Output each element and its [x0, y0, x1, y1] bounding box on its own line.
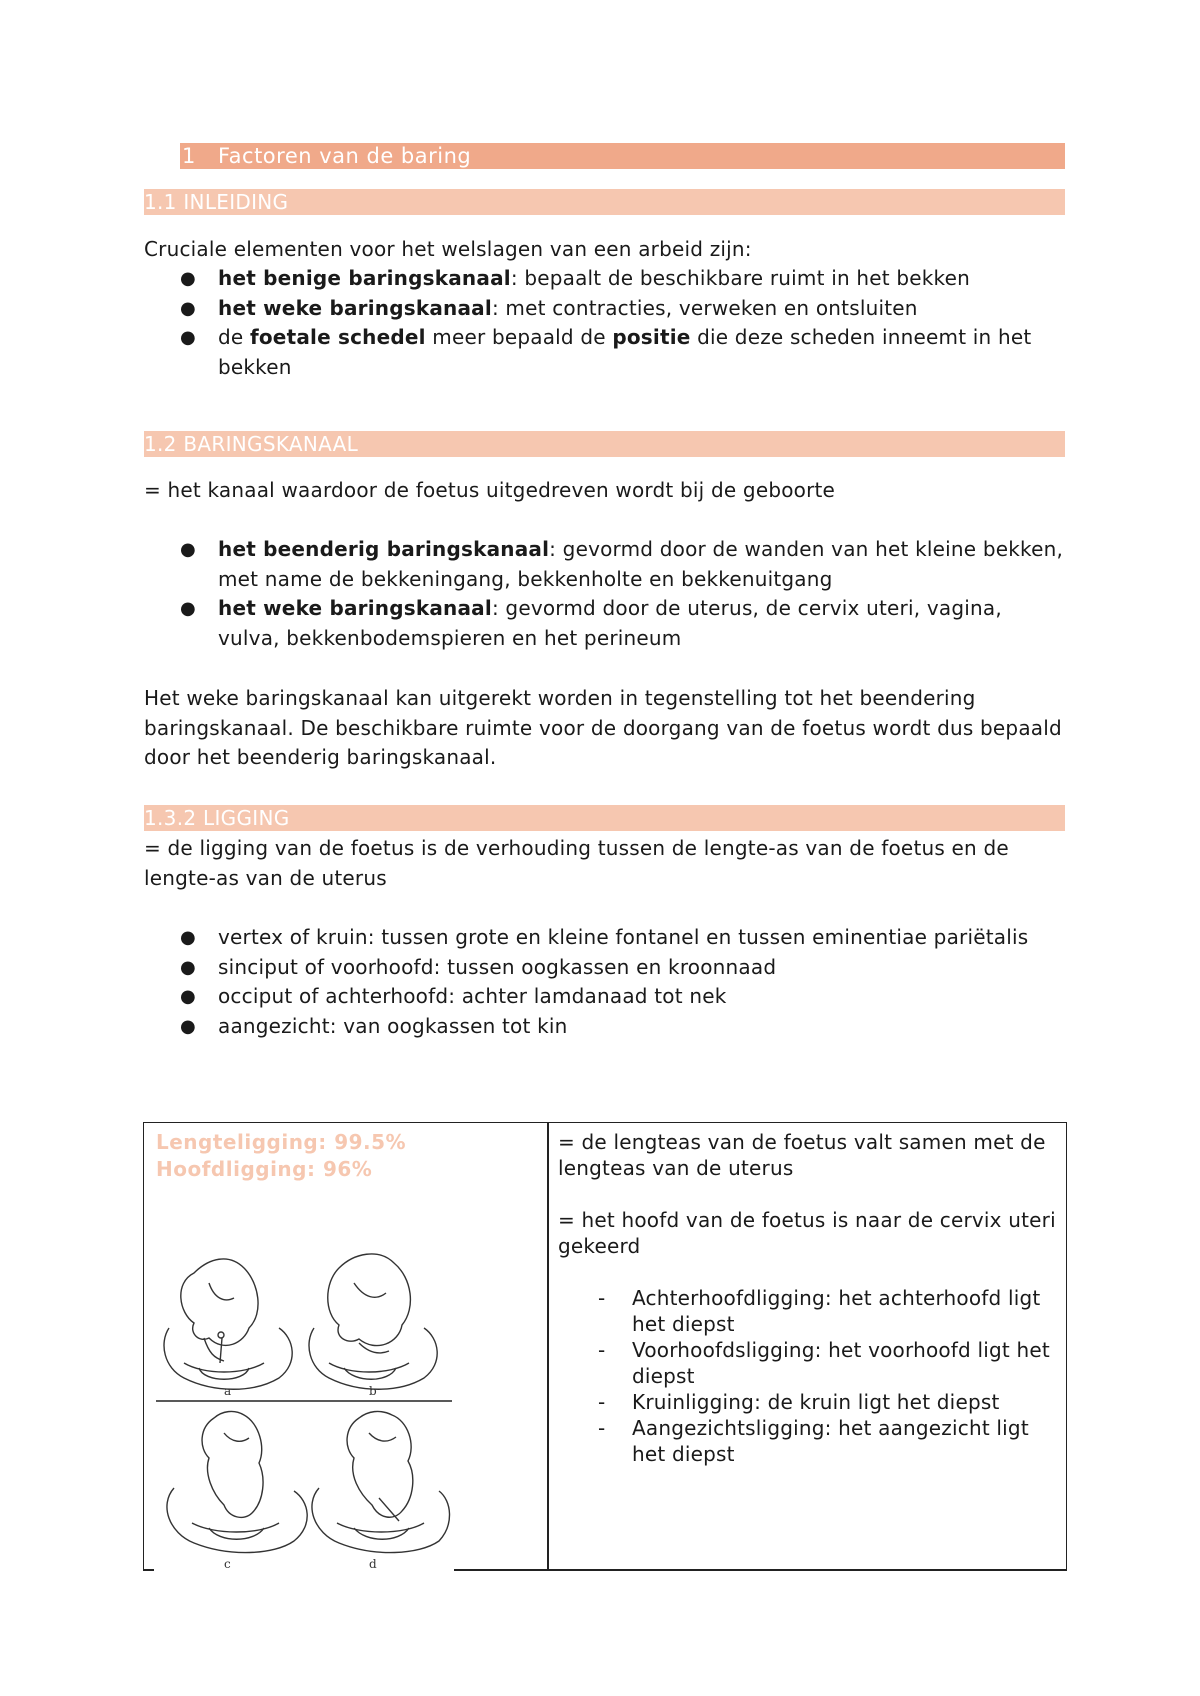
panel-c-drawing — [167, 1411, 307, 1552]
bold-term: het weke baringskanaal — [218, 596, 492, 620]
bold-term: foetale schedel — [249, 325, 426, 349]
lengteas-definition: = de lengteas van de foetus valt samen met de lengteas van de uterus — [558, 1130, 1046, 1180]
list-item — [144, 953, 1064, 983]
ligging-list — [144, 923, 1064, 1041]
ligging-types-list — [558, 1285, 1058, 1467]
list-item — [144, 1012, 1064, 1042]
bold-term: het benige baringskanaal — [218, 266, 511, 290]
list-item — [144, 923, 1064, 953]
chapter-title: Factoren van de baring — [218, 144, 472, 168]
hoofdligging-label: Hoofdligging: 96% — [156, 1157, 373, 1181]
hoofdligging-definition: = het hoofd van de foetus is naar de cervix uteri gekeerd — [558, 1208, 1056, 1258]
list-item — [144, 594, 1064, 653]
table-left-title — [156, 1129, 406, 1183]
dash-icon: - — [598, 1286, 606, 1310]
inleiding-intro: Cruciale elementen voor het welslagen van een arbeid zijn: — [144, 237, 752, 261]
dash-icon: - — [598, 1390, 606, 1414]
item-text: de — [218, 325, 250, 349]
table-divider — [547, 1123, 549, 1571]
list-item — [144, 535, 1064, 594]
list-item — [144, 294, 1064, 324]
item-text: Voorhoofdsligging: het voorhoofd ligt het diepst — [632, 1338, 1050, 1388]
bold-term: het beenderig baringskanaal — [218, 537, 550, 561]
ligging-definition: = de ligging van de foetus is de verhouding tussen de lengte-as van de foetus en de lengte-as van de uterus — [144, 836, 1009, 890]
item-text: Kruinligging: de kruin ligt het diepst — [632, 1390, 1000, 1414]
bullet-icon: ● — [180, 297, 196, 319]
lengteligging-label: Lengteligging: 99.5% — [156, 1130, 407, 1154]
bold-term: positie — [612, 325, 691, 349]
section-heading-inleiding: 1.1 INLEIDING — [144, 189, 1065, 215]
item-text: sinciput of voorhoofd: tussen oogkassen en kroonnaad — [218, 954, 777, 979]
list-item — [144, 982, 1064, 1012]
item-text: occiput of achterhoofd: achter lamdanaad tot nek — [218, 984, 727, 1008]
item-text: : gevormd door de wanden van het kleine bekken, met name de bekkeningang, bekkenholte en bekkenuitgang — [218, 537, 1064, 591]
chapter-heading — [180, 143, 1065, 169]
item-text: aangezicht: van oogkassen tot kin — [218, 1013, 568, 1038]
baringskanaal-list — [144, 535, 1064, 653]
bullet-icon: ● — [180, 956, 196, 978]
table-bottom-border — [144, 1569, 154, 1571]
section-heading-baringskanaal: 1.2 BARINGSKANAAL — [144, 431, 1065, 457]
bold-term: het weke baringskanaal — [218, 295, 492, 320]
item-text: : bepaalt de beschikbare ruimt in het bekken — [510, 266, 971, 290]
item-text: : gevormd door de uterus, de cervix uteri, vagina, vulva, bekkenbodemspieren en het perineum — [218, 596, 1002, 650]
figure-label-b: b — [369, 1384, 377, 1398]
item-text: vertex of kruin: tussen grote en kleine fontanel en tussen eminentiae pariëtalis — [218, 925, 1029, 949]
panel-b-drawing — [309, 1254, 437, 1389]
baringskanaal-definition: = het kanaal waardoor de foetus uitgedreven wordt bij de geboorte — [144, 478, 836, 502]
list-item — [558, 1415, 1058, 1467]
bullet-icon: ● — [180, 327, 196, 348]
list-item — [558, 1337, 1058, 1389]
figure-label-a: a — [224, 1384, 232, 1398]
bullet-icon: ● — [180, 1015, 196, 1037]
bullet-icon: ● — [180, 268, 196, 289]
list-item — [558, 1389, 1058, 1415]
table-right-cell — [558, 1129, 1058, 1467]
baringskanaal-paragraph: Het weke baringskanaal kan uitgerekt worden in tegenstelling tot het beendering baringskanaal. De beschikbare ruimte voor de doorgang van de foetus wordt dus bepaald door het beenderig baringskanaal. — [144, 686, 1062, 769]
inleiding-list — [144, 264, 1064, 382]
item-text: Achterhoofdligging: het achterhoofd ligt het diepst — [632, 1286, 1041, 1336]
item-text: Aangezichtsligging: het aangezicht ligt het diepst — [632, 1416, 1029, 1466]
fetal-position-figure — [154, 1243, 454, 1573]
ligging-table — [143, 1122, 1067, 1571]
panel-d-drawing — [312, 1411, 450, 1552]
table-bottom-border — [454, 1569, 1066, 1571]
panel-a-drawing — [164, 1259, 292, 1389]
dash-icon: - — [598, 1416, 606, 1440]
bullet-icon: ● — [180, 927, 196, 948]
list-item — [144, 264, 1064, 294]
bullet-icon: ● — [180, 598, 196, 619]
item-text: meer bepaald de — [425, 325, 613, 349]
bullet-icon: ● — [180, 539, 196, 560]
section-heading-ligging: 1.3.2 LIGGING — [144, 805, 1065, 831]
bullet-icon: ● — [180, 986, 196, 1007]
item-text: : met contracties, verweken en ontsluiten — [491, 295, 918, 320]
chapter-number: 1 — [182, 144, 196, 168]
dash-icon: - — [598, 1338, 606, 1362]
list-item — [558, 1285, 1058, 1337]
figure-label-d: d — [369, 1557, 377, 1571]
figure-label-c: c — [224, 1557, 231, 1571]
item-text: die deze scheden inneemt in het bekken — [218, 325, 1032, 379]
list-item — [144, 323, 1064, 382]
